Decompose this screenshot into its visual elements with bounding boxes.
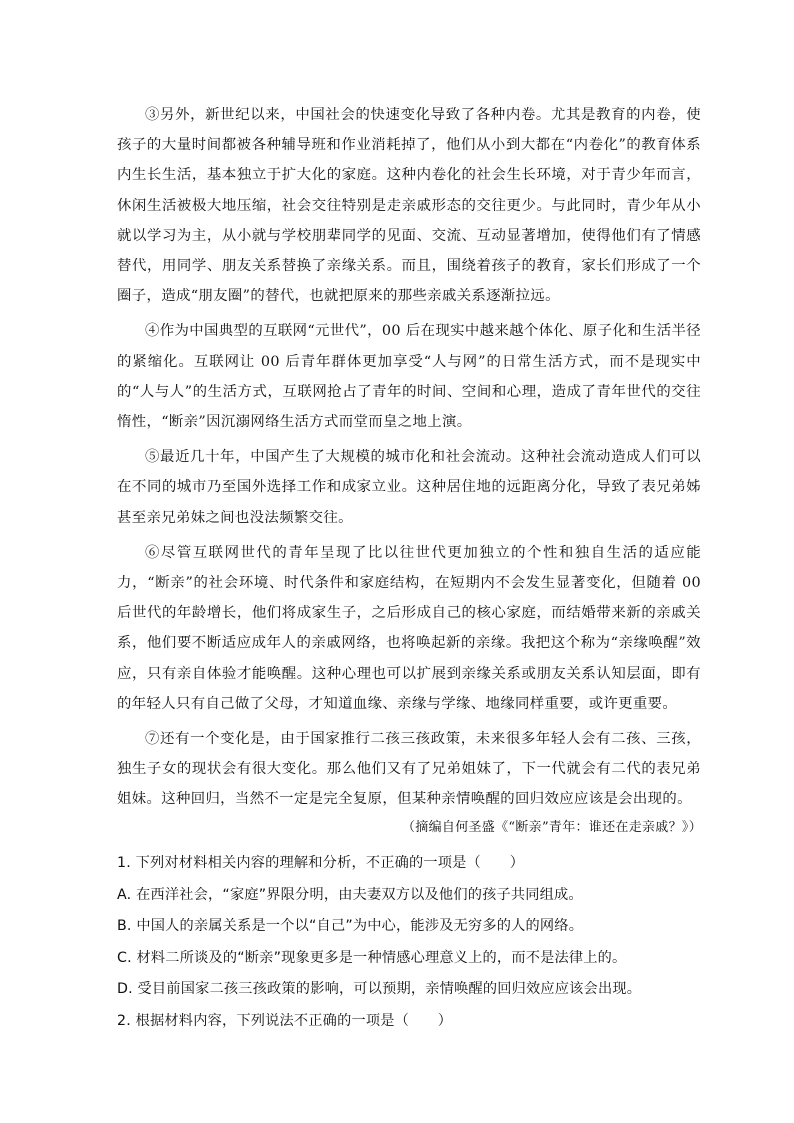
passage-source-citation: （摘编自何圣盛《“断亲”青年：谁还在走亲戚？》）: [402, 820, 702, 835]
question-1-option-d: D. 受目前国家二孩三孩政策的影响，可以预期，亲情唤醒的回归效应应该会出现。: [117, 981, 642, 997]
question-section: [117, 848, 707, 1037]
question-1-option-b: B. 中国人的亲属关系是一个以“自己”为中心，能涉及无穷多的人的网络。: [117, 918, 584, 934]
question-1-option-a: A. 在西洋社会，“家庭”界限分明，由夫妻双方以及他们的孩子共同组成。: [117, 886, 583, 903]
reading-passage: [117, 100, 701, 820]
question-2-stem: 2. 根据材料内容，下列说法不正确的一项是（ ）: [117, 1012, 453, 1029]
passage-paragraph-4: ④作为中国典型的互联网“元世代”，00 后在现实中越来越个体化、原子化和生活半径的紧缩化。互联网让 00 后青年群体更加享受“人与网”的日常生活方式，而不是现实中的“人与人”的生活方式，互联网抢占了青年的时间、空间和心理，造成了青年世代的交往惰性，“断亲”因沉溺网络生活方式而堂而皇之地上演。: [117, 323, 701, 431]
passage-paragraph-3: ③另外，新世纪以来，中国社会的快速变化导致了各种内卷。尤其是教育的内卷，使孩子的大量时间都被各种辅导班和作业消耗掉了，他们从小到大都在“内卷化”的教育体系内生长生活，基本独立于扩大化的家庭。这种内卷化的社会生长环境，对于青少年而言，休闲生活被极大地压缩，社会交往特别是走亲戚形态的交往更少。与此同时，青少年从小就以学习为主，从小就与学校朋辈同学的见面、交流、互动显著增加，使得他们有了情感替代，用同学、朋友关系替换了亲缘关系。而且，围绕着孩子的教育，家长们形成了一个圈子，造成“朋友圈”的替代，也就把原来的那些亲戚关系逐渐拉远。: [117, 107, 701, 305]
question-1-stem: 1. 下列对材料相关内容的理解和分析，不正确的一项是（ ）: [117, 855, 525, 871]
passage-paragraph-5: ⑤最近几十年，中国产生了大规模的城市化和社会流动。这种社会流动造成人们可以在不同的城市乃至国外选择工作和成家立业。这种居住地的远距离分化，导致了表兄弟姊甚至亲兄弟妹之间也没法频繁交往。: [117, 449, 701, 526]
passage-paragraph-7: ⑦还有一个变化是，由于国家推行二孩三孩政策，未来很多年轻人会有二孩、三孩，独生子女的现状会有很大变化。那么他们又有了兄弟姐妹了，下一代就会有二代的表兄弟姐妹。这种回归，当然不一定是完全复原，但某种亲情唤醒的回归效应应该是会出现的。: [117, 731, 701, 808]
question-1-option-c: C. 材料二所谈及的“断亲”现象更多是一种情感心理意义上的，而不是法律上的。: [117, 949, 627, 966]
passage-paragraph-6: ⑥尽管互联网世代的青年呈现了比以往世代更加独立的个性和独自生活的适应能力，“断亲”的社会环境、时代条件和家庭结构，在短期内不会发生显著变化，但随着 00 后世代的年龄增长，他们将成家生子，之后形成自己的核心家庭，而结婚带来新的亲戚关系，他们要不断适应成年人的亲戚网络，也将唤起新的亲缘。我把这个称为“亲缘唤醒”效应，只有亲自体验才能唤醒。这种心理也可以扩展到亲缘关系或朋友关系认知层面，即有的年轻人只有自己做了父母，才知道血缘、亲缘与学缘、地缘同样重要，或许更重要。: [117, 544, 701, 712]
